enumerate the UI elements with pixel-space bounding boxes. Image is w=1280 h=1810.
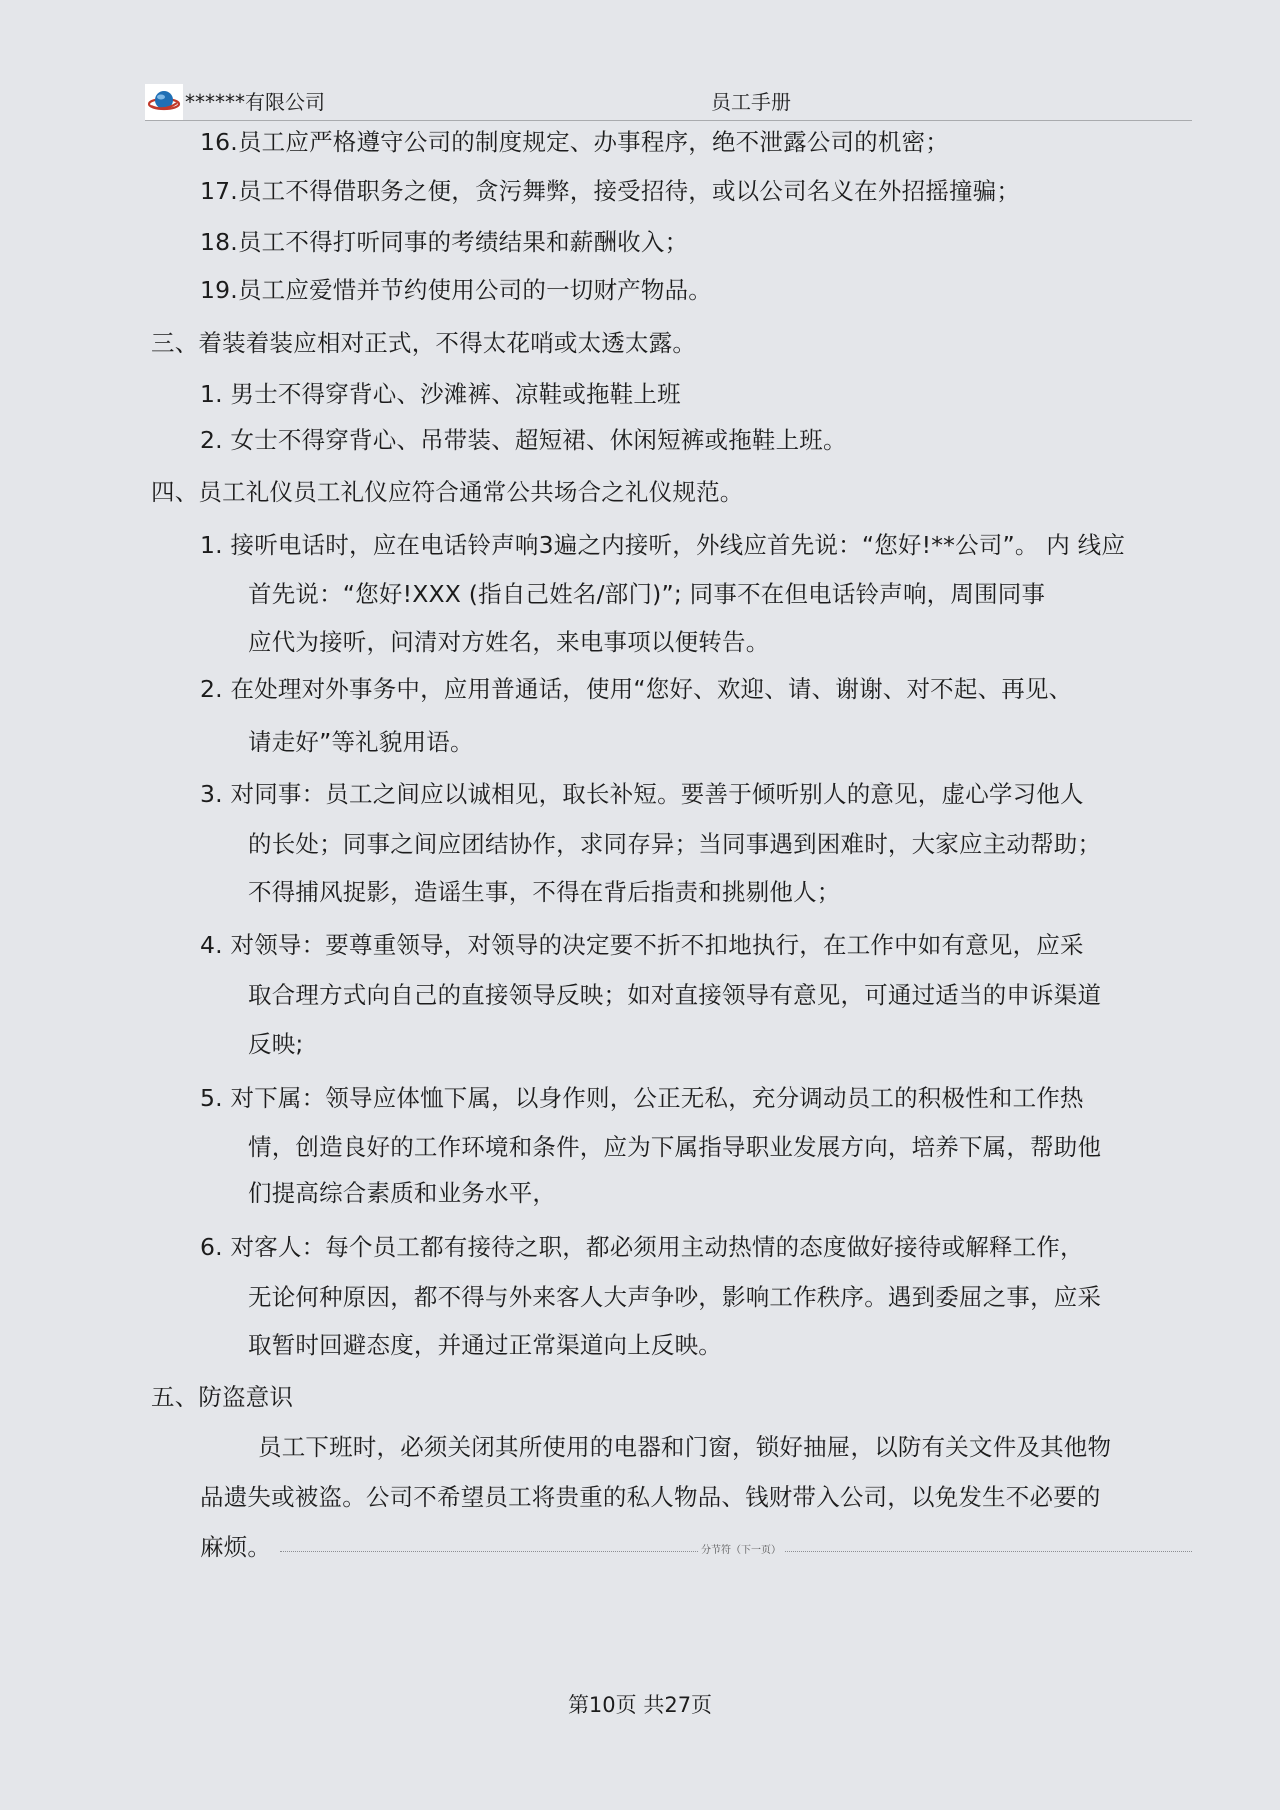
rule-item-19: 19.员工应爱惜并节约使用公司的一切财产物品。 <box>200 276 712 304</box>
rule-item-17: 17.员工不得借职务之便，贪污舞弊，接受招待，或以公司名义在外招摇撞骗； <box>200 177 1021 205</box>
document-title: 员工手册 <box>711 90 791 114</box>
company-name: ******有限公司 <box>185 90 325 114</box>
section-heading-5: 五、防盗意识 <box>151 1383 294 1411</box>
list-item: 6. 对客人：每个员工都有接待之职，都必须用主动热情的态度做好接待或解释工作， <box>200 1233 1084 1261</box>
rule-item-18: 18.员工不得打听同事的考绩结果和薪酬收入； <box>200 228 689 256</box>
section-heading-4: 四、员工礼仪员工礼仪应符合通常公共场合之礼仪规范。 <box>151 478 744 506</box>
page-header <box>145 84 1192 121</box>
list-item-continuation: 们提高综合素质和业务水平， <box>248 1179 557 1207</box>
list-item: 3. 对同事：员工之间应以诚相见，取长补短。要善于倾听别人的意见，虚心学习他人 <box>200 780 1084 808</box>
list-item-continuation: 无论何种原因，都不得与外来客人大声争吵，影响工作秩序。遇到委屈之事，应采 <box>248 1283 1102 1311</box>
section-heading-3: 三、着装着装应相对正式，不得太花哨或太透太露。 <box>151 329 697 357</box>
paragraph-line: 麻烦。 <box>200 1533 272 1561</box>
paragraph-line: 员工下班时，必须关闭其所使用的电器和门窗，锁好抽屉，以防有关文件及其他物 <box>258 1433 1112 1461</box>
list-item: 4. 对领导：要尊重领导，对领导的决定要不折不扣地执行，在工作中如有意见，应采 <box>200 931 1084 959</box>
paragraph-line: 品遗失或被盗。公司不希望员工将贵重的私人物品、钱财带入公司，以免发生不必要的 <box>200 1483 1101 1511</box>
list-item-continuation: 不得捕风捉影，造谣生事，不得在背后指责和挑剔他人； <box>248 878 841 906</box>
list-item-continuation: 应代为接听，问清对方姓名，来电事项以便转告。 <box>248 628 770 656</box>
list-item: 1. 接听电话时，应在电话铃声响3遍之内接听，外线应首先说：“您好!**公司”。 内 线应 <box>200 531 1126 559</box>
list-item-continuation: 情，创造良好的工作环境和条件，应为下属指导职业发展方向，培养下属，帮助他 <box>248 1133 1102 1161</box>
page-footer: 第10页 共27页 <box>567 1693 713 1717</box>
list-item-continuation: 取合理方式向自己的直接领导反映；如对直接领导有意见，可通过适当的申诉渠道 <box>248 981 1102 1009</box>
list-item: 2. 女士不得穿背心、吊带装、超短裙、休闲短裤或拖鞋上班。 <box>200 426 847 454</box>
list-item-continuation: 请走好”等礼貌用语。 <box>248 728 474 756</box>
list-item: 1. 男士不得穿背心、沙滩裤、凉鞋或拖鞋上班 <box>200 380 681 408</box>
section-break-label: 分节符（下一页） <box>698 1544 784 1558</box>
list-item: 5. 对下属：领导应体恤下属，以身作则，公正无私，充分调动员工的积极性和工作热 <box>200 1084 1084 1112</box>
list-item-continuation: 取暂时回避态度，并通过正常渠道向上反映。 <box>248 1331 722 1359</box>
list-item: 2. 在处理对外事务中，应用普通话，使用“您好、欢迎、请、谢谢、对不起、再见、 <box>200 675 1073 703</box>
rule-item-16: 16.员工应严格遵守公司的制度规定、办事程序，绝不泄露公司的机密； <box>200 128 949 156</box>
list-item-continuation: 首先说：“您好!XXX (指自己姓名/部门)”; 同事不在但电话铃声响，周围同事 <box>248 580 1046 608</box>
list-item-continuation: 反映; <box>248 1030 304 1058</box>
globe-logo-icon <box>145 84 183 120</box>
list-item-continuation: 的长处；同事之间应团结协作，求同存异；当同事遇到困难时，大家应主动帮助； <box>248 830 1102 858</box>
